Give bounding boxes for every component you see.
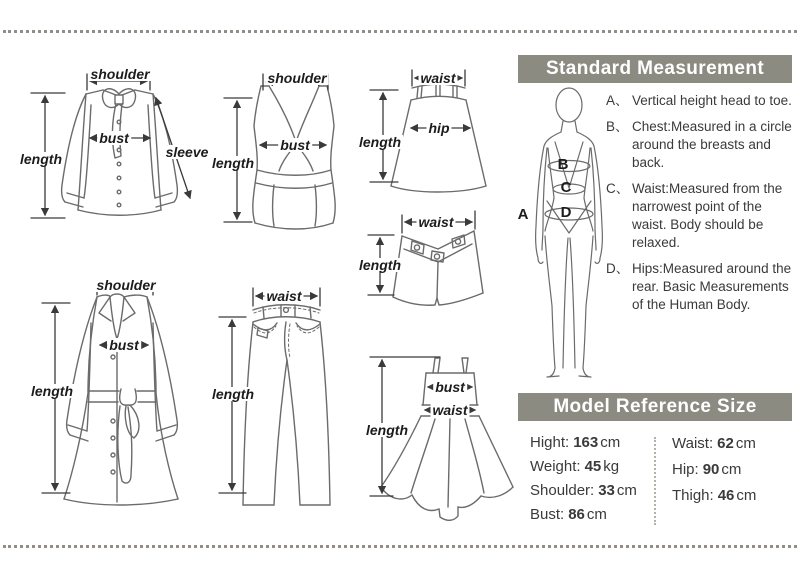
bust-unit: cm bbox=[586, 506, 607, 523]
pants-waist-label: waist bbox=[266, 288, 302, 304]
tank-top-shoulder-label: shoulder bbox=[267, 70, 327, 86]
dress-bust-label: bust bbox=[435, 379, 465, 395]
garment-shorts bbox=[360, 205, 510, 315]
garment-pants bbox=[210, 280, 360, 515]
garment-blouse bbox=[15, 60, 215, 230]
tank-top-length-label: length bbox=[212, 155, 254, 171]
model-size-waist-row bbox=[672, 431, 790, 457]
pants-length-label: length bbox=[212, 386, 254, 402]
garment-dress bbox=[345, 335, 520, 525]
coat-bust-label: bust bbox=[109, 337, 139, 353]
model-size-left-column bbox=[530, 431, 648, 527]
height-value: 163 bbox=[573, 434, 599, 451]
blouse-sleeve-label: sleeve bbox=[165, 144, 209, 160]
measurement-item-c-key: C、 bbox=[606, 181, 630, 196]
bust-value: 86 bbox=[568, 506, 585, 523]
weight-label: Weight: bbox=[530, 458, 581, 475]
shoulder-value: 33 bbox=[598, 482, 615, 499]
bust-label: Bust: bbox=[530, 506, 565, 523]
model-size-dotted-divider bbox=[654, 437, 656, 525]
weight-unit: kg bbox=[603, 458, 620, 475]
shorts-length-label: length bbox=[359, 257, 401, 273]
model-reference-size-header bbox=[518, 393, 792, 421]
height-label: Hight: bbox=[530, 434, 570, 451]
standard-measurement-header bbox=[518, 55, 792, 83]
model-size-shoulder-row bbox=[530, 479, 648, 503]
figure-point-b: B bbox=[557, 156, 569, 173]
figure-point-d: D bbox=[560, 204, 572, 221]
waist-label: Waist: bbox=[672, 435, 714, 452]
measurement-descriptions bbox=[606, 92, 798, 322]
shoulder-unit: cm bbox=[616, 482, 637, 499]
shorts-waist-label: waist bbox=[418, 214, 454, 230]
model-size-right-column bbox=[672, 431, 790, 509]
blouse-bust-label: bust bbox=[99, 130, 129, 146]
model-reference-size-title: Model Reference Size bbox=[553, 396, 757, 417]
standard-measurement-title: Standard Measurement bbox=[545, 58, 765, 79]
measurement-item-a-key: A、 bbox=[606, 93, 629, 108]
measurement-item-d bbox=[606, 260, 798, 314]
coat-length-label: length bbox=[31, 383, 73, 399]
measurement-item-b-text: Chest:Measured in a circle around the breasts and back. bbox=[632, 119, 792, 170]
height-unit: cm bbox=[600, 434, 621, 451]
skirt-waist-label: waist bbox=[420, 70, 456, 86]
thigh-unit: cm bbox=[736, 487, 757, 504]
thigh-label: Thigh: bbox=[672, 487, 714, 504]
measurement-item-d-text: Hips:Measured around the rear. Basic Measurements of the Human Body. bbox=[632, 261, 792, 312]
garment-coat bbox=[12, 275, 217, 513]
hip-value: 90 bbox=[702, 461, 720, 478]
model-size-thigh-row bbox=[672, 483, 790, 509]
top-dotted-divider bbox=[3, 30, 797, 33]
bottom-dotted-divider bbox=[3, 545, 797, 548]
model-size-bust-row bbox=[530, 503, 648, 527]
thigh-value: 46 bbox=[717, 487, 735, 504]
hip-unit: cm bbox=[721, 461, 742, 478]
hip-label: Hip: bbox=[672, 461, 699, 478]
blouse-shoulder-label: shoulder bbox=[90, 66, 150, 82]
measurement-item-b-key: B、 bbox=[606, 119, 629, 134]
waist-unit: cm bbox=[735, 435, 756, 452]
shoulder-label: Shoulder: bbox=[530, 482, 595, 499]
skirt-length-label: length bbox=[359, 134, 401, 150]
tank-top-bust-label: bust bbox=[280, 137, 310, 153]
measurement-item-c-text: Waist:Measured from the narrowest point of the waist. Body should be relaxed. bbox=[632, 181, 783, 250]
blouse-length-label: length bbox=[20, 151, 62, 167]
measurement-item-a-text: Vertical height head to toe. bbox=[632, 93, 792, 108]
figure-point-a: A bbox=[517, 206, 529, 223]
model-size-hip-row bbox=[672, 457, 790, 483]
measurement-item-b bbox=[606, 118, 798, 172]
garment-tank-top bbox=[212, 62, 362, 232]
figure-point-c: C bbox=[560, 179, 572, 196]
weight-value: 45 bbox=[584, 458, 602, 475]
garment-skirt bbox=[360, 60, 510, 200]
waist-value: 62 bbox=[717, 435, 734, 452]
coat-shoulder-label: shoulder bbox=[96, 277, 156, 293]
model-size-height-row bbox=[530, 431, 648, 455]
skirt-hip-label: hip bbox=[428, 120, 450, 136]
measurement-item-d-key: D、 bbox=[606, 261, 630, 276]
model-size-weight-row bbox=[530, 455, 648, 479]
measurement-item-a bbox=[606, 92, 798, 110]
dress-length-label: length bbox=[366, 422, 408, 438]
measurement-item-c bbox=[606, 180, 798, 252]
dress-waist-label: waist bbox=[432, 402, 468, 418]
